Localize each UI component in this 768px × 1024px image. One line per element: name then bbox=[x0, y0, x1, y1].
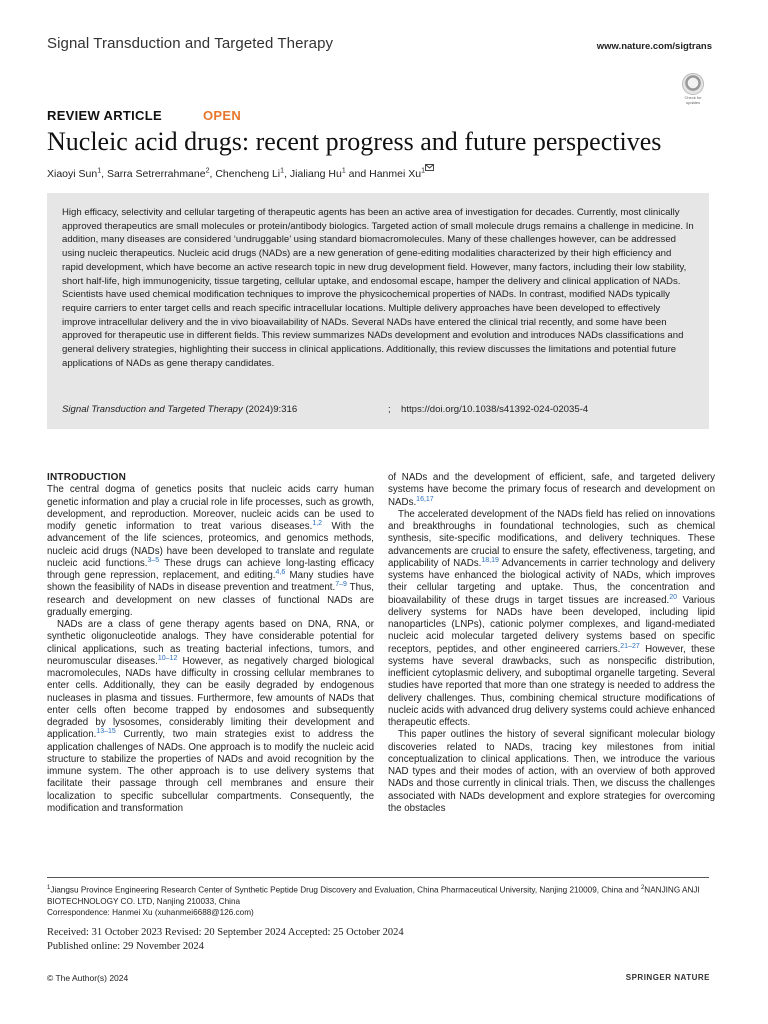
copyright: © The Author(s) 2024 bbox=[47, 973, 129, 983]
body-paragraph: The central dogma of genetics posits that nucleic acids carry human genetic information and play a crucial role in life processes, such as growth, development, and reproduction. Moreover, nucleic acids can be used to modify genetic information to treat various diseases.$^{1,2}$ With the advancement of the life sciences, proteomics, and genomics methods, nucleic acid drugs (NADs) have been developed to translate and regulate nucleic acid functions.$^{3-5}$ These drugs can achieve long-lasting efficacy through gene repression, replacement, and editing.$^{4,6}$ Many studies have shown the feasibility of NADs in disease prevention and treatment.$^{7-9}$ Thus, research and development on new classes of functional NADs are gradually emerging. bbox=[47, 484, 374, 618]
body-paragraph: The accelerated development of the NADs field has relied on innovations and breakthroughs in foundational technologies, such as chemical synthesis, site-specific modifications, and delivery techniques. These advancements are crucial to ensure the safety, effectiveness, targeting, and applicability of NADs.$^{18,19}$ Advancements in carrier technology and delivery systems have enhanced the biological activity of NADs, which improves their cellular targeting and uptake. Thus, the concentration and bioavailability of these drugs in target tissues are increased.$^{20}$ Various delivery systems for NADs have been developed, including lipid nanoparticles (LNPs), cationic polymer complexes, and ligand-mediated nucleic acid molecular targeted delivery systems based on specific receptors, peptides, and other engineered carriers.$^{21-27}$ However, these systems have several drawbacks, such as nonspecific distribution, inefficient cytoplasmic delivery, and suboptimal organelle targeting. Several studies have reported that more than one strategy is needed to address the delivery challenges. Thus, combining chemical structure modifications of nucleic acids with advanced drug delivery systems could achieve enhanced therapeutic effects. bbox=[388, 508, 715, 728]
author-name[interactable]: Sarra Setrerrahmane bbox=[106, 168, 206, 180]
journal-name: Signal Transduction and Targeted Therapy bbox=[47, 35, 334, 52]
citation-separator: ; bbox=[388, 404, 391, 415]
citation-ref[interactable]: 16,17 bbox=[416, 495, 434, 503]
citation-ref[interactable]: 18,19 bbox=[481, 556, 499, 564]
author-name[interactable]: Hanmei Xu bbox=[369, 168, 422, 180]
citation-ref[interactable]: 4,6 bbox=[275, 568, 286, 576]
correspondence[interactable]: Correspondence: Hanmei Xu (xuhanmei6688@126.com) bbox=[47, 908, 254, 918]
article-title: Nucleic acid drugs: recent progress and future perspectives bbox=[47, 127, 662, 156]
publication-dates bbox=[47, 926, 404, 954]
abstract-box bbox=[47, 193, 709, 429]
published-online: Published online: 29 November 2024 bbox=[47, 941, 204, 952]
journal-website-link[interactable]: www.nature.com/sigtrans bbox=[596, 41, 712, 52]
footnote-divider bbox=[47, 877, 709, 878]
citation-volume: (2024)9:316 bbox=[245, 404, 298, 415]
author-affiliation-mark: 2 bbox=[205, 167, 210, 175]
citation-ref[interactable]: 13–15 bbox=[96, 728, 116, 735]
author-affiliation-mark: 1 bbox=[341, 167, 346, 175]
abstract-text: High efficacy, selectivity and cellular targeting of therapeutic agents has been an active area of investigation for decades. Currently, most clinically approved therapeutics are small molecules or protein/antibody biologics. Targeted action of small molecule drugs remains a challenge in medicine. In addition, many diseases are considered ‘undruggable’ using standard biomacromolecules. Many of these challenges however, can be addressed using nucleic therapeutics. Nucleic acid drugs (NADs) are a new generation of gene-editing modalities characterized by their high efficiency and rapid development, which have become an active research topic in new drug development field. However, many factors, including their low stability, short half-life, high immunogenicity, tissue targeting, cellular uptake, and endosomal escape, hamper the delivery and clinical application of NADs. Scientists have used chemical modification techniques to improve the physicochemical properties of NADs. In contrast, modified NADs typically require carriers to enter target cells and reach specific intracellular locations. Multiple delivery approaches have been developed to effectively improve intracellular delivery and the in vivo bioavailability of NADs. Several NADs have entered the clinical trial recently, and some have been approved for therapeutic use in different fields. This review summarizes NADs development and evolution and introduces NADs classifications and general delivery strategies, highlighting their success in clinical applications. Additionally, this review discusses the limitations and potential future applications of NADs as gene therapy candidates. bbox=[62, 207, 694, 369]
citation-line bbox=[62, 404, 694, 415]
open-access-badge: OPEN bbox=[203, 108, 242, 123]
article-type: REVIEW ARTICLE bbox=[47, 108, 162, 123]
check-for-updates-badge[interactable] bbox=[680, 73, 706, 107]
doi-link[interactable]: https://doi.org/10.1038/s41392-024-02035-4 bbox=[401, 404, 589, 415]
author-list: Xiaoyi Sun$^1$, Sarra Setrerrahmane$^2$, Chencheng Li$^1$, Jialiang Hu$^1$ and Hanmei Xu$^1$ bbox=[47, 164, 434, 180]
check-updates-label: Check for updates bbox=[684, 95, 702, 105]
citation-ref[interactable]: 21–27 bbox=[620, 642, 640, 650]
body-column-right bbox=[388, 472, 715, 815]
email-envelope-icon[interactable] bbox=[425, 168, 434, 180]
author-name[interactable]: Chencheng Li bbox=[215, 168, 281, 180]
section-heading-introduction: INTRODUCTION bbox=[47, 472, 127, 483]
citation-ref[interactable]: 3–5 bbox=[147, 556, 160, 564]
citation-ref[interactable]: 20 bbox=[669, 593, 678, 601]
body-paragraph: NADs are a class of gene therapy agents based on DNA, RNA, or synthetic oligonucleotide analogs. They have considerable potential for clinical applications, such as treating bacterial infections, tumors, and neuromuscular diseases.$^{10-12}$ However, as negatively charged biological macromolecules, NADs have difficulty in crossing cellular membranes to enter cells. Additionally, they can be easily degraded by endogenous nucleases in plasma and tissues. Furthermore, few amounts of NADs that enter cells often become trapped by endosomes and subsequently degraded by lysosomes, considerably limiting their development and application.$^{13-15}$ Currently, two main strategies exist to address the application challenges of NADs. One approach is to modify the nucleic acid structure to stabilize the properties of NADs and avoid recognition by the immune system. The other approach is to use delivery systems that facilitate their passage through cell membranes and ensure their localization to specific subcellular compartments. Consequently, the modification and transformation bbox=[47, 619, 375, 814]
affiliations-footnote: $^1$Jiangsu Province Engineering Research Center of Synthetic Peptide Drug Discovery and Evaluation, China Pharmaceutical University, Nanjing 210009, China and $^2$NANJING ANJI BIOTECHNOLOGY CO. LTD, Nanjing 210033, China Correspondence: Hanmei Xu (xuhanmei6688@126.com) bbox=[47, 885, 700, 918]
author-affiliation-mark: 1 bbox=[280, 167, 285, 175]
body-paragraph: of NADs and the development of efficient, safe, and targeted delivery systems have become the primary focus of research and development on NADs.$^{16,17}$ bbox=[388, 472, 715, 508]
author-affiliation-mark: 1 bbox=[421, 167, 425, 175]
author-affiliation-mark: 1 bbox=[97, 167, 102, 175]
check-updates-icon bbox=[682, 73, 704, 95]
body-paragraph: This paper outlines the history of several significant molecular biology discoveries related to NADs, tracing key milestones from initial conceptualization to clinical applications. Then, we introduce the various NAD types and their modes of action, with an overview of both approved NADs and those currently in clinical trials. Then, we discuss the challenges associated with NADs development and explore strategies for overcoming the obstacles bbox=[388, 729, 715, 814]
author-name[interactable]: Xiaoyi Sun bbox=[47, 168, 98, 180]
publisher-logo: SPRINGER NATURE bbox=[625, 973, 710, 982]
citation-journal: Signal Transduction and Targeted Therapy bbox=[62, 404, 243, 415]
citation-ref[interactable]: 10–12 bbox=[157, 654, 178, 662]
citation-ref[interactable]: 1,2 bbox=[312, 519, 323, 527]
body-column-left bbox=[47, 472, 374, 815]
citation-ref[interactable]: 7–9 bbox=[335, 581, 347, 588]
author-name[interactable]: Jialiang Hu bbox=[289, 168, 342, 180]
received-revised-accepted: Received: 31 October 2023 Revised: 20 September 2024 Accepted: 25 October 2024 bbox=[47, 927, 404, 938]
